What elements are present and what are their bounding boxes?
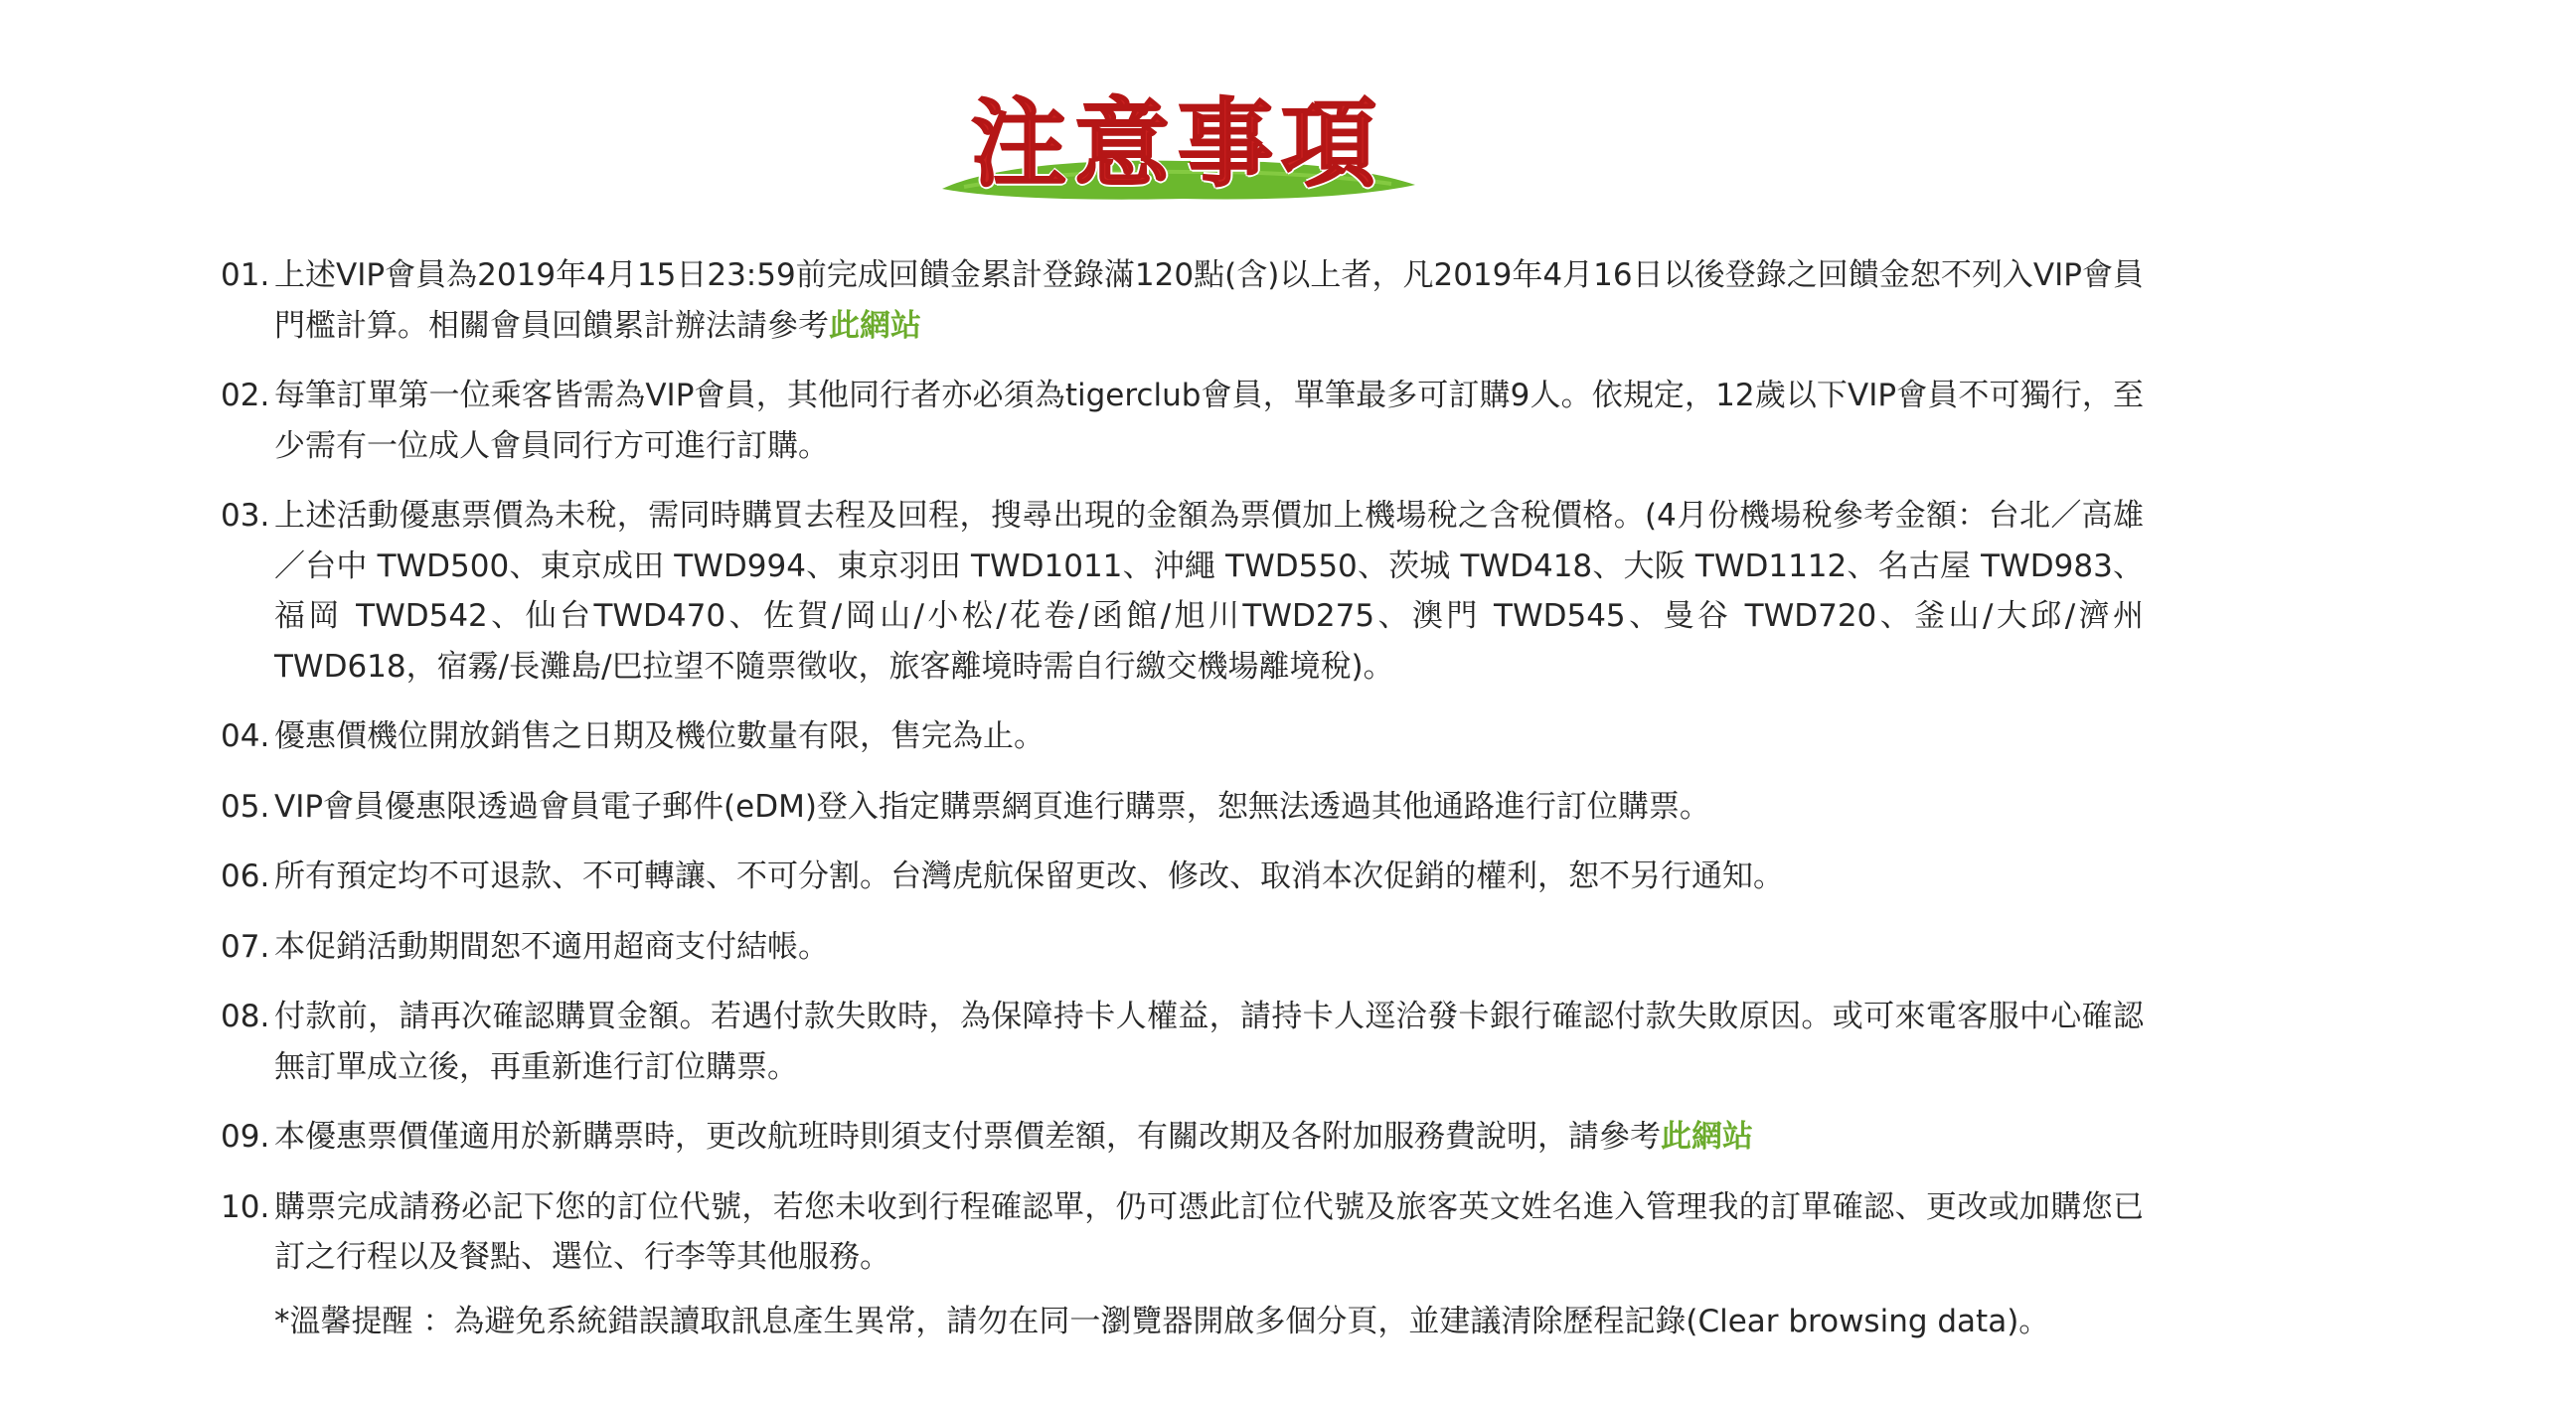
note-item-09 [221, 1112, 2144, 1163]
note-item-03 [221, 491, 2144, 692]
note-text: 本促銷活動期間恕不適用超商支付結帳。 [274, 928, 829, 965]
note-text [274, 250, 2144, 351]
note-text: VIP會員優惠限透過會員電子郵件(eDM)登入指定購票網頁進行購票，恕無法透過其他通路進行訂位購票。 [274, 788, 1710, 825]
note-number: 03. [221, 498, 270, 534]
note-number: 05. [221, 788, 270, 825]
note-text: 所有預定均不可退款、不可轉讓、不可分割。台灣虎航保留更改、修改、取消本次促銷的權利，恕不另行通知。 [274, 858, 1784, 894]
note-item-01 [221, 250, 2144, 351]
title-banner [934, 88, 1421, 209]
notes-list [221, 250, 2144, 1346]
note-item-05 [221, 782, 2144, 833]
note-item-08 [221, 992, 2144, 1092]
note-number: 10. [221, 1188, 270, 1225]
page-title: 注意事項 [971, 88, 1384, 200]
note-number: 09. [221, 1119, 270, 1155]
note-number: 01. [221, 257, 270, 293]
note-number: 07. [221, 928, 270, 965]
note-text: 付款前，請再次確認購買金額。若遇付款失敗時，為保障持卡人權益，請持卡人逕洽發卡銀行確認付款失敗原因。或可來電客服中心確認無訂單成立後，再重新進行訂位購票。 [274, 999, 2144, 1085]
note-text: 購票完成請務必記下您的訂位代號，若您未收到行程確認單，仍可憑此訂位代號及旅客英文姓名進入管理我的訂單確認、更改或加購您已訂之行程以及餐點、選位、行李等其他服務。 [274, 1188, 2144, 1275]
note-text: 上述活動優惠票價為未稅，需同時購買去程及回程，搜尋出現的金額為票價加上機場稅之含稅價格。(4月份機場稅參考金額：台北／高雄／台中 TWD500、東京成田 TWD994、東京羽田 TWD1011、沖繩 TWD550、茨城 TWD418、大阪 TWD1112、名古屋 TWD983、福岡 TWD542、仙台TWD470、佐賀/岡山/小松/花卷/函館/旭川TWD275、澳門 TWD545、曼谷 TWD720、釜山/大邱/濟州 TWD618，宿霧/長灘島/巴拉望不隨票徵收，旅客離境時需自行繳交機場離境稅)。 [274, 498, 2144, 685]
note-number: 06. [221, 858, 270, 894]
this-website-link[interactable]: 此網站 [829, 307, 921, 344]
note-number: 02. [221, 378, 270, 413]
note-item-04 [221, 711, 2144, 762]
note-body: 上述VIP會員為2019年4月15日23:59前完成回饋金累計登錄滿120點(含)以上者，凡2019年4月16日以後登錄之回饋金恕不列入VIP會員門檻計算。相關會員回饋累計辦法請參考 [274, 257, 2144, 344]
note-text: 每筆訂單第一位乘客皆需為VIP會員，其他同行者亦必須為tigerclub會員，單筆最多可訂購9人。依規定，12歲以下VIP會員不可獨行，至少需有一位成人會員同行方可進行訂購。 [274, 378, 2144, 464]
note-body: 本優惠票價僅適用於新購票時，更改航班時則須支付票價差額，有關改期及各附加服務費說明，請參考 [274, 1119, 1661, 1155]
warm-reminder: *溫馨提醒 ：為避免系統錯誤讀取訊息產生異常，請勿在同一瀏覽器開啟多個分頁，並建議清除歷程記錄(Clear browsing data)。 [274, 1303, 2050, 1339]
note-number: 04. [221, 718, 270, 754]
note-item-02 [221, 371, 2144, 471]
note-item-06 [221, 852, 2144, 902]
note-item-07 [221, 922, 2144, 973]
note-item-10 [221, 1182, 2144, 1283]
this-website-link[interactable]: 此網站 [1661, 1119, 1753, 1155]
note-text: 優惠價機位開放銷售之日期及機位數量有限，售完為止。 [274, 718, 1045, 754]
note-text [274, 1112, 2144, 1163]
note-number: 08. [221, 999, 270, 1034]
